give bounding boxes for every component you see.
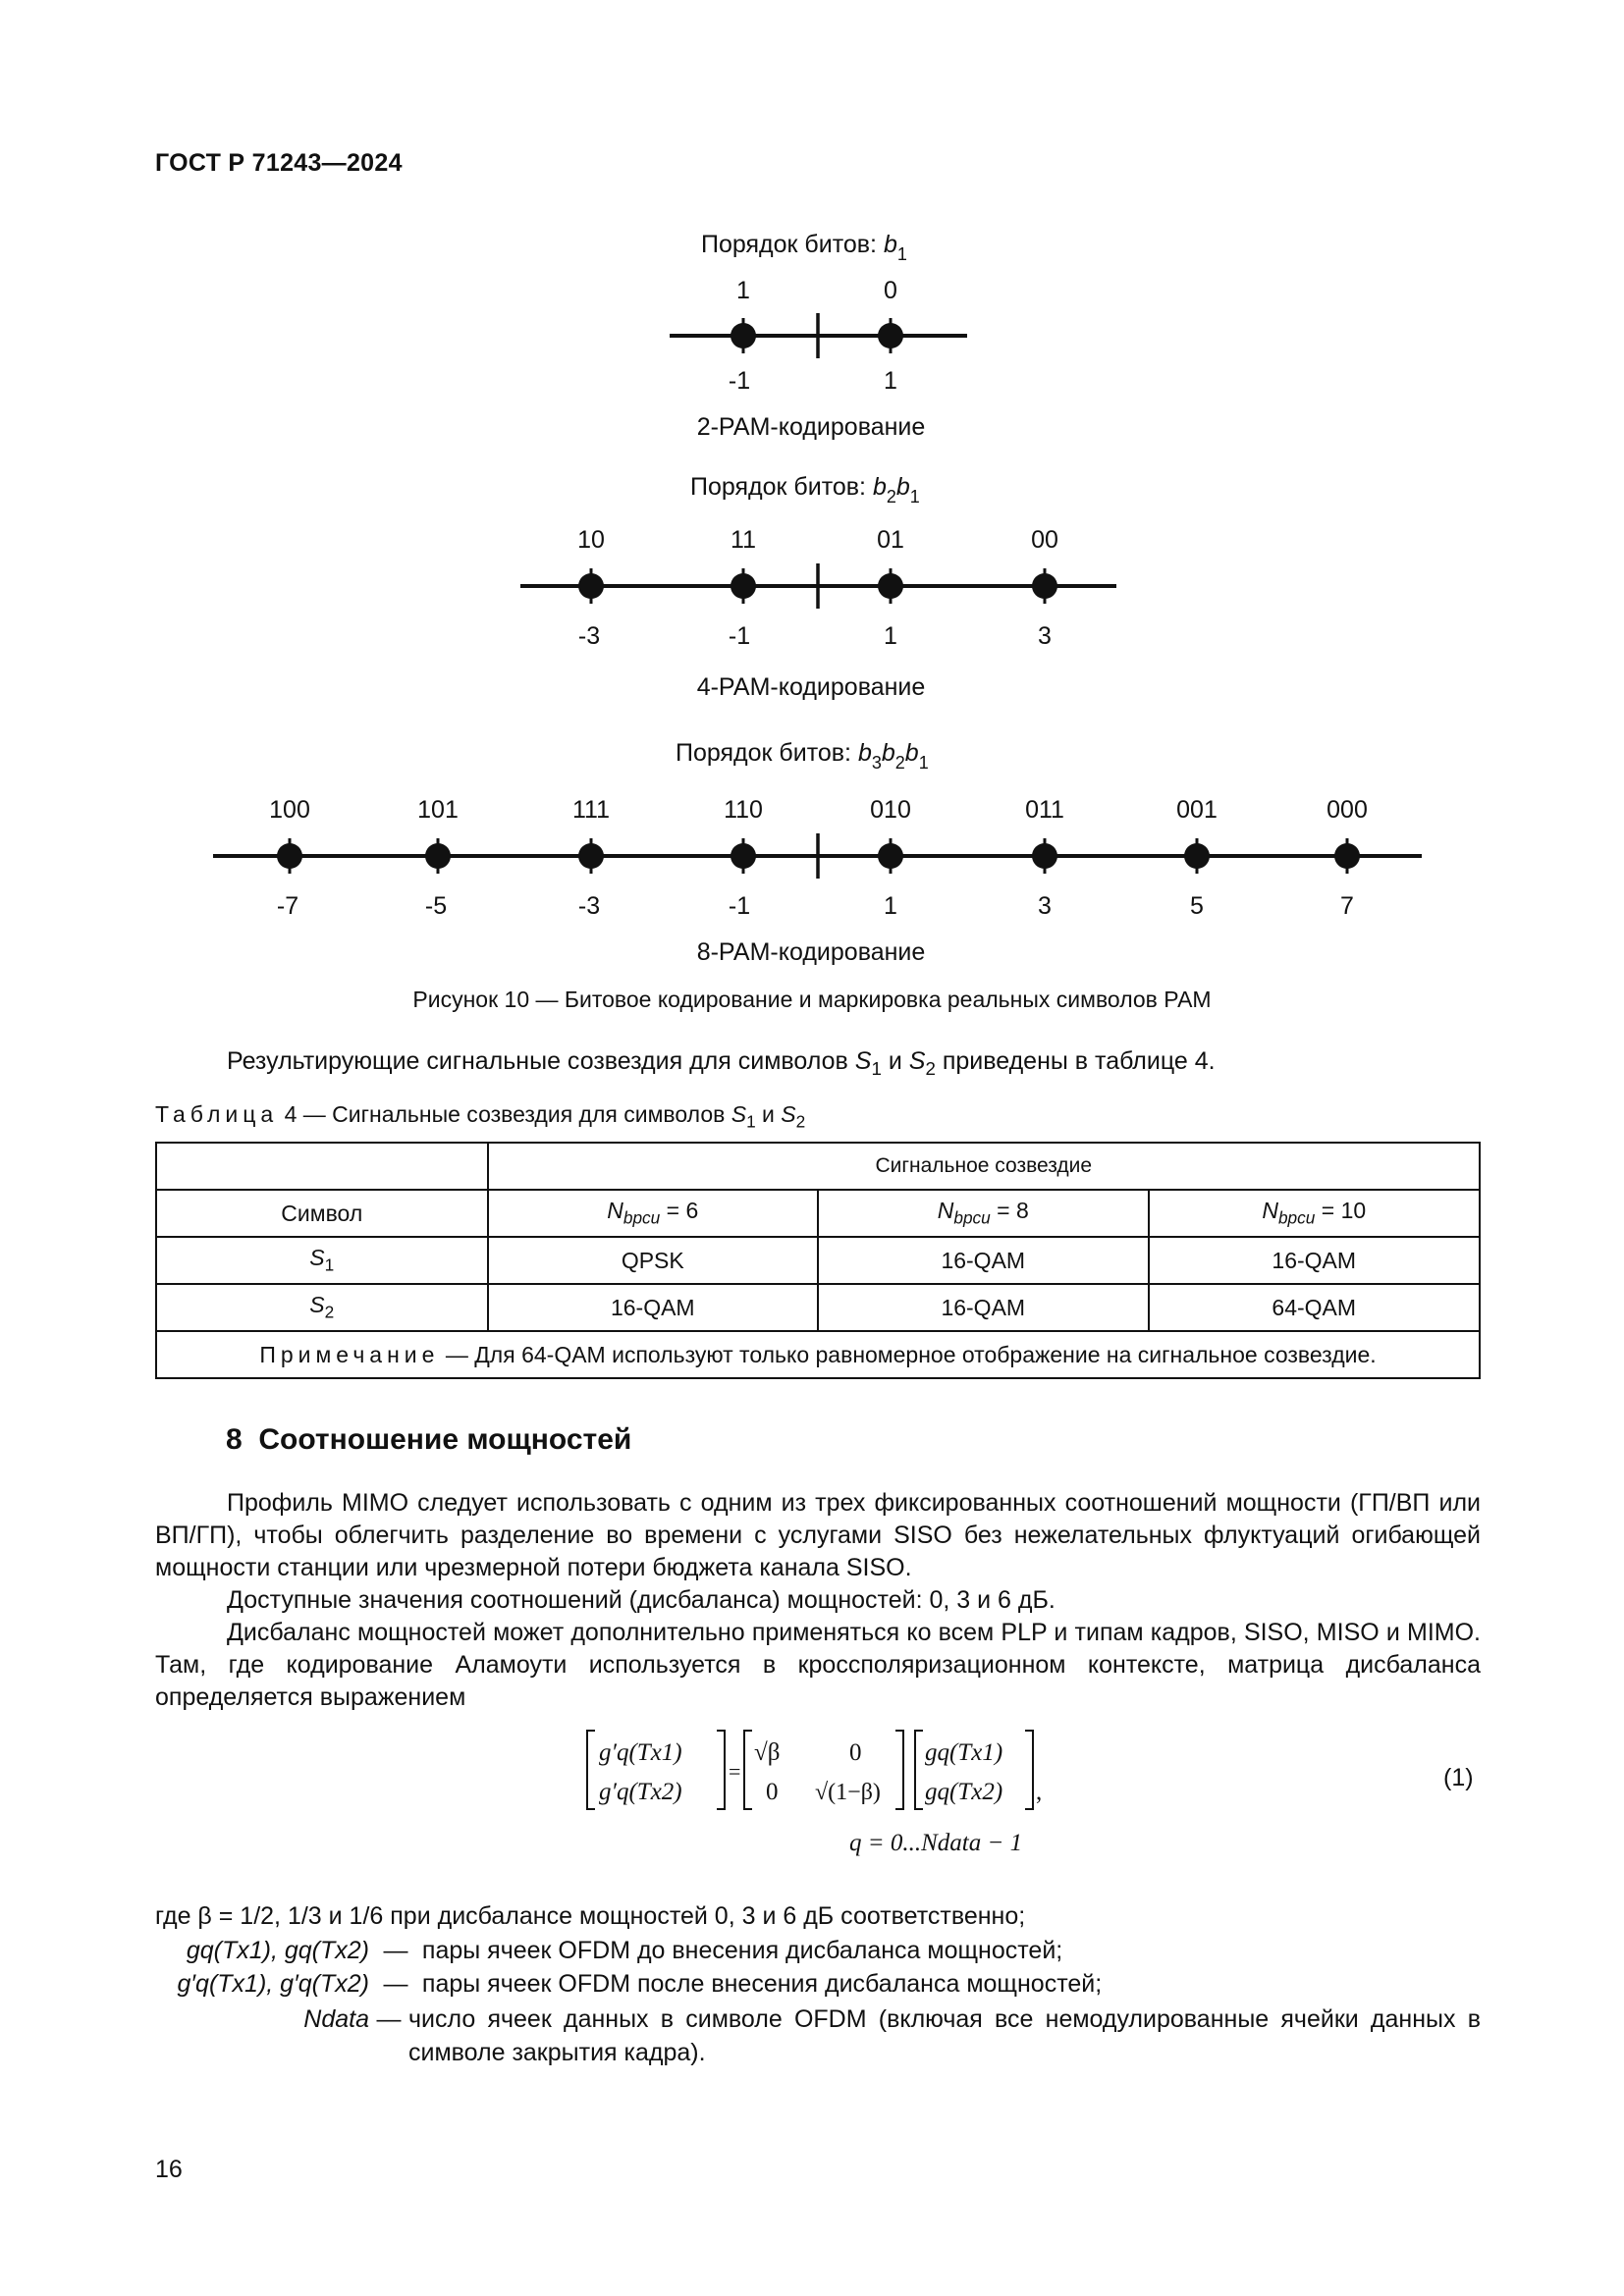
pam8-title: 8-РАМ-кодирование (696, 938, 926, 966)
eq-rhs-1: gq(Tx1) (925, 1739, 1003, 1766)
pam8-code: 011 (1025, 796, 1064, 824)
table-cell: 16-QAM (818, 1237, 1148, 1284)
table-cell: 16-QAM (488, 1284, 819, 1331)
pam2-order-label: Порядок битов: $b_1$ (701, 231, 907, 264)
section-heading: 8 Соотношение мощностей (226, 1423, 632, 1456)
table-caption: Таблица 4 — Сигнальные созвездия для символов $S_1$ и $S_2$ (155, 1101, 806, 1132)
definition-item: g′q(Tx1), g′q(Tx2) — пары ячеек OFDM после внесения дисбаланса мощностей; (155, 1967, 1481, 2001)
pam4-code: 11 (731, 526, 756, 554)
pam8-code: 100 (269, 796, 310, 824)
table-col-symbol: Символ (156, 1190, 488, 1237)
table-cell-symbol: $S_1$ (156, 1237, 488, 1284)
table-cell: 16-QAM (1149, 1237, 1481, 1284)
table-header-row (156, 1190, 1480, 1237)
table-empty-cell (156, 1143, 488, 1190)
page-number: 16 (155, 2156, 183, 2183)
table-col-n6: $N_{bpcu} = 6$ (488, 1190, 819, 1237)
eq-m12: 0 (849, 1739, 862, 1766)
table-group-header-row (156, 1143, 1480, 1190)
pam4-value: 3 (1038, 622, 1052, 650)
pam8-order-label: Порядок битов: $b_3b_2b_1$ (676, 739, 929, 773)
where-line: где β = 1/2, 1/3 и 1/6 при дисбалансе мощностей 0, 3 и 6 дБ соответственно; (155, 1902, 1026, 1930)
definition-item: Ndata — число ячеек данных в символе OFDM (включая все немодулированные ячейки данных в символе закрытия кадра). (155, 2002, 1481, 2069)
definition-term: Ndata (303, 2005, 369, 2033)
pam4-value: -1 (728, 622, 751, 650)
table-cell: 16-QAM (818, 1284, 1148, 1331)
pam4-value: -3 (577, 622, 601, 650)
pam8-code: 110 (724, 796, 763, 824)
pam4-code: 10 (577, 526, 605, 554)
pam4-value: 1 (884, 622, 897, 650)
paragraph: Доступные значения соотношений (дисбаланса) мощностей: 0, 3 и 6 дБ. (227, 1586, 1056, 1614)
pam8-code: 001 (1176, 796, 1218, 824)
figure-caption: Рисунок 10 — Битовое кодирование и маркировка реальных символов РАМ (412, 987, 1212, 1012)
pam2-title: 2-РАМ-кодирование (696, 413, 926, 441)
pam8-value: 5 (1190, 892, 1204, 920)
pam4-order-label: Порядок битов: $b_2b_1$ (690, 473, 920, 507)
pam8-value: 7 (1340, 892, 1354, 920)
table-cell-symbol: $S_2$ (156, 1284, 488, 1331)
pam8-code: 010 (870, 796, 911, 824)
eq-rhs-2: gq(Tx2) (925, 1779, 1003, 1805)
table-note-row (156, 1331, 1480, 1378)
intro-paragraph: Результирующие сигнальные созвездия для символов $S_1$ и $S_2$ приведены в таблице 4. (227, 1047, 1216, 1079)
definition-text: пары ячеек OFDM после внесения дисбаланса мощностей; (421, 1970, 1103, 1998)
pam8-code: 111 (571, 796, 611, 824)
eq-equals: = (729, 1759, 741, 1784)
table-note: Примечание — Для 64-QAM используют только равномерное отображение на сигнальное созвездие. (156, 1331, 1480, 1378)
eq-lhs-1: g′q(Tx1) (599, 1739, 682, 1766)
pam8-value: 1 (884, 892, 897, 920)
pam2-code: 0 (884, 277, 897, 304)
definition-item: gq(Tx1), gq(Tx2) — пары ячеек OFDM до внесения дисбаланса мощностей; (155, 1934, 1481, 1967)
eq-range: q = 0...Ndata − 1 (849, 1830, 1023, 1856)
table-row (156, 1284, 1480, 1331)
eq-m21: 0 (766, 1779, 779, 1805)
pam8-value: -3 (577, 892, 601, 920)
pam8-code: 101 (417, 796, 459, 824)
eq-m22: √(1−β) (815, 1780, 881, 1805)
pam4-title: 4-РАМ-кодирование (696, 673, 926, 701)
pam8-value: -5 (424, 892, 448, 920)
table-cell: QPSK (488, 1237, 819, 1284)
pam8-value: -7 (276, 892, 299, 920)
document-header: ГОСТ Р 71243—2024 (155, 149, 403, 177)
definition-term: g′q(Tx1), g′q(Tx2) (177, 1970, 369, 1998)
eq-comma: , (1036, 1779, 1043, 1805)
pam8-value: 3 (1038, 892, 1052, 920)
pam4-code: 01 (877, 526, 904, 554)
paragraph: Дисбаланс мощностей может дополнительно применяться ко всем PLP и типам кадров, SISO, MISO и MIMO. Там, где кодирование Аламоути используется в кроссполяризационном контексте, матрица дисбаланса определяется выражением (155, 1619, 1481, 1711)
definition-term: gq(Tx1), gq(Tx2) (186, 1937, 369, 1964)
power-imbalance-equation (579, 1723, 1110, 1870)
pam2-value: -1 (728, 367, 751, 395)
paragraph: Профиль MIMO следует использовать с одним из трех фиксированных соотношений мощности (ГП/ВП или ВП/ГП), чтобы облегчить разделение во времени с услугами SISO без нежелательных флуктуаций огибающей мощности станции или чрезмерной потери бюджета канала SISO. (155, 1489, 1481, 1581)
pam8-code: 000 (1326, 796, 1368, 824)
table-cell: 64-QAM (1149, 1284, 1481, 1331)
pam2-value: 1 (884, 367, 897, 395)
definition-text: число ячеек данных в символе OFDM (включая все немодулированные ячейки данных в символе закрытия кадра). (408, 2005, 1481, 2066)
pam2-code: 1 (736, 277, 750, 304)
constellation-table (155, 1142, 1481, 1379)
eq-m11: √β (754, 1739, 781, 1766)
table-col-n8: $N_{bpcu} = 8$ (818, 1190, 1148, 1237)
table-group-header: Сигнальное созвездие (488, 1143, 1480, 1190)
definition-text: пары ячеек OFDM до внесения дисбаланса мощностей; (421, 1937, 1063, 1964)
pam8-value: -1 (728, 892, 751, 920)
eq-lhs-2: g′q(Tx2) (599, 1779, 682, 1805)
pam-encoding-figure (0, 0, 1624, 982)
table-row (156, 1237, 1480, 1284)
equation-number: (1) (1443, 1764, 1474, 1791)
table-col-n10: $N_{bpcu} = 10$ (1149, 1190, 1481, 1237)
pam4-code: 00 (1031, 526, 1058, 554)
